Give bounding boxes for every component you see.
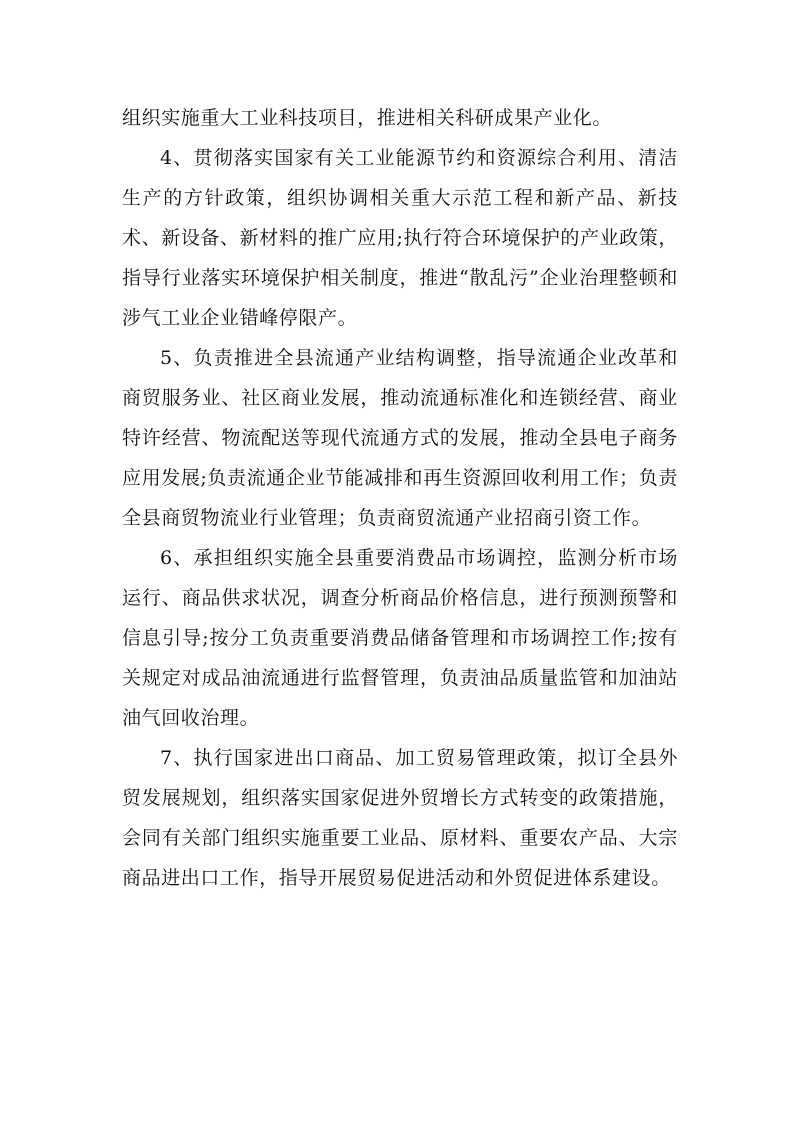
paragraph-continuation: 组织实施重大工业科技项目，推进相关科研成果产业化。: [122, 107, 613, 129]
paragraph-item-5: 5、负责推进全县流通产业结构调整，指导流通企业改革和商贸服务业、社区商业发展，推动流通标准化和连锁经营、商业特许经营、物流配送等现代流通方式的发展，推动全县电子商务应用发展;负责流通企业节能减排和再生资源回收利用工作；负责全县商贸物流业行业管理；负责商贸流通产业招商引资工作。: [122, 347, 678, 529]
paragraph-item-7: 7、执行国家进出口商品、加工贸易管理政策，拟订全县外贸发展规划，组织落实国家促进外贸增长方式转变的政策措施，会同有关部门组织实施重要工业品、原材料、重要农产品、大宗商品进出口工作，指导开展贸易促进活动和外贸促进体系建设。: [122, 747, 678, 889]
paragraph-item-4: 4、贯彻落实国家有关工业能源节约和资源综合利用、清洁生产的方针政策，组织协调相关重大示范工程和新产品、新技术、新设备、新材料的推广应用;执行符合环境保护的产业政策，指导行业落实环境保护相关制度，推进“散乱污”企业治理整顿和涉气工业企业错峰停限产。: [122, 147, 678, 329]
paragraph-item-6: 6、承担组织实施全县重要消费品市场调控，监测分析市场运行、商品供求状况，调查分析商品价格信息，进行预测预警和信息引导;按分工负责重要消费品储备管理和市场调控工作;按有关规定对成品油流通进行监督管理，负责油品质量监管和加油站油气回收治理。: [122, 547, 678, 729]
document-body: [122, 98, 678, 898]
